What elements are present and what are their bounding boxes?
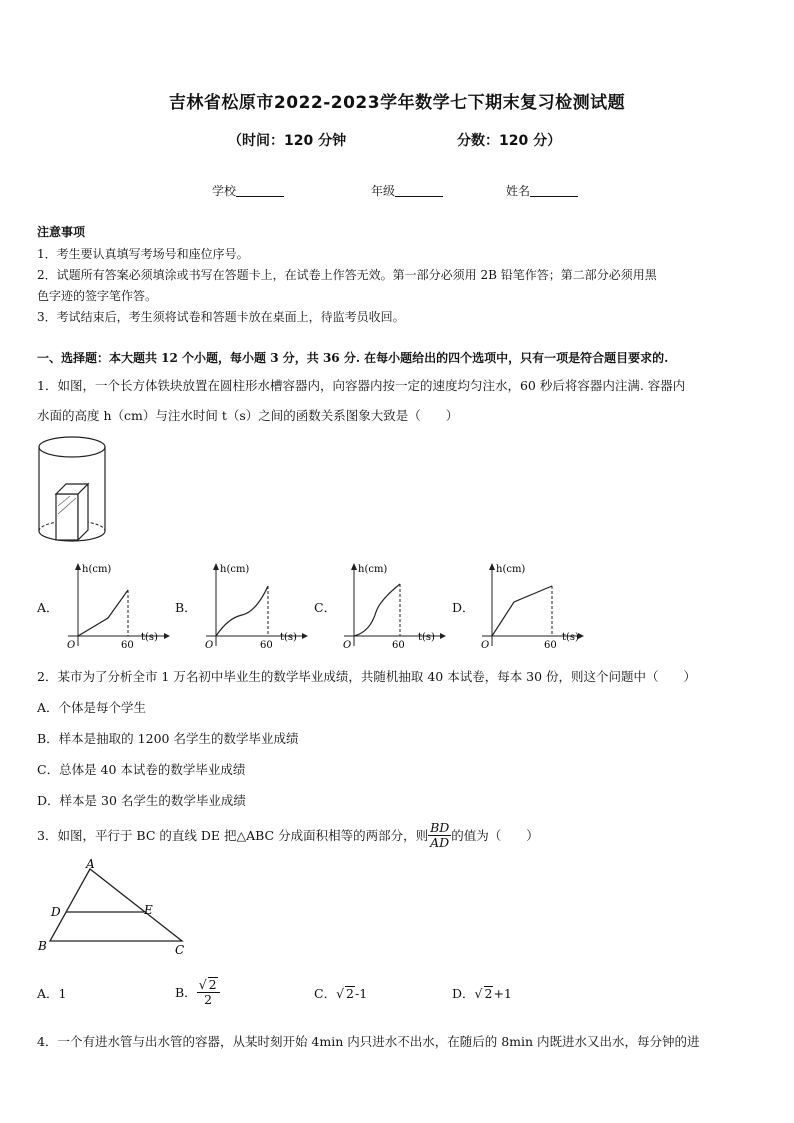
graph-x-label: t(s) [141,632,158,643]
point-d: D [51,905,61,919]
page-title: 吉林省松原市2022-2023学年数学七下期末复习检测试题 [168,93,626,113]
q3-option-b [175,972,220,1012]
graph-y-label: h(cm) [358,564,388,575]
q3-frac-num: BD [430,819,450,835]
q2-option-d: D．样本是 30 名学生的数学毕业成绩 [37,793,246,808]
notice-item: 色字迹的签字笔作答。 [37,289,158,303]
notice-item: 3．考试结束后，考生须将试卷和答题卡放在桌面上，待监考员收回。 [37,310,405,324]
q1-option-c-label: C． [314,600,337,615]
section-heading: 一、选择题：本大题共 12 个小题，每小题 3 分，共 36 分. 在每小题给出的四个选项中，只有一项是符合题目要求的. [37,351,669,365]
q1-option-b-label: B． [175,600,197,615]
q2-option-a: A．个体是每个学生 [37,700,147,715]
q3-option-c: C．√ 2-1 [314,986,368,1001]
grade-field [371,182,443,199]
notice-item: 2．试题所有答案必须填涂或书写在答题卡上，在试卷上作答无效。第一部分必须用 2B 铅笔作答；第二部分必须用黑 [37,268,657,282]
q1-option-a-label: A． [37,600,59,615]
q3-fraction [428,821,451,850]
q2-stem: 2．某市为了分析全市 1 万名初中毕业生的数学毕业成绩，共随机抽取 40 本试卷，每本 30 份，则这个问题中（ ） [37,669,697,684]
q3-triangle-figure [34,856,194,960]
graph-tick: 60 [544,640,557,651]
notice-heading: 注意事项 [37,225,86,239]
q3-option-d: D．√ 2+1 [452,986,512,1001]
sqrt-radicand: 2 [346,986,354,1001]
graph-origin: O [67,640,76,651]
graph-y-label: h(cm) [82,564,112,575]
q1-graph-c [336,560,446,655]
exam-score: 分数：120 分） [457,133,562,149]
q1-option-d-label: D． [452,600,475,615]
graph-tick: 60 [392,640,405,651]
name-label: 姓名 [506,184,531,198]
q3-option-d-label: D． [452,986,475,1001]
q3-option-b-den: 2 [204,992,213,1007]
notice-item: 1．考生要认真填写考场号和座位序号。 [37,247,249,261]
q3-frac-den: AD [430,834,450,850]
grade-label: 年级 [371,184,396,198]
school-field [212,182,284,199]
q1-graph-d [474,560,586,655]
q1-line1: 1．如图，一个长方体铁块放置在圆柱形水槽容器内，向容器内按一定的速度均匀注水，60 秒后将容器内注满. 容器内 [37,378,686,393]
q2-option-c: C．总体是 40 本试卷的数学毕业成绩 [37,762,246,777]
graph-origin: O [205,640,214,651]
graph-y-label: h(cm) [496,564,526,575]
tank-figure [36,434,108,546]
vertex-b: B [38,939,47,953]
graph-origin: O [481,640,490,651]
graph-origin: O [343,640,352,651]
vertex-a: A [86,857,95,871]
sqrt-radicand: 2 [208,977,217,992]
vertex-c: C [175,943,185,957]
graph-tick: 60 [260,640,273,651]
graph-y-label: h(cm) [220,564,250,575]
q3-stem-b: 的值为（ ） [451,828,539,843]
school-blank [236,184,284,197]
q3-stem-a: 3．如图，平行于 BC 的直线 DE 把△ABC 分成面积相等的两部分，则 [37,828,429,843]
q1-line2: 水面的高度 h（cm）与注水时间 t（s）之间的函数关系图象大致是（ ） [37,408,459,423]
q1-graph-a [60,560,170,655]
q3-option-c-label: C． [314,986,337,1001]
school-label: 学校 [212,184,237,198]
q3-option-a: A．1 [37,986,67,1001]
q4-line1: 4．一个有进水管与出水管的容器，从某时刻开始 4min 内只进水不出水，在随后的 8min 内既进水又出水，每分钟的进 [37,1034,700,1049]
q2-option-b: B．样本是抽取的 1200 名学生的数学毕业成绩 [37,731,299,746]
exam-time: （时间：120 分钟 [228,133,347,149]
graph-x-label: t(s) [562,632,579,643]
grade-blank [395,184,443,197]
q3-option-c-tail: -1 [355,986,368,1001]
q3-option-b-frac [197,977,220,1007]
name-blank [530,184,578,197]
q3-option-b-num: √ 2 [197,977,220,993]
graph-x-label: t(s) [418,632,435,643]
q3-stem [37,816,539,854]
sqrt-radicand: 2 [484,986,493,1001]
q1-graph-b [198,560,308,655]
q3-option-b-label: B． [175,985,197,1000]
q3-option-d-tail: +1 [493,986,512,1001]
point-e: E [144,903,153,917]
name-field [506,182,578,199]
graph-tick: 60 [121,640,134,651]
graph-x-label: t(s) [280,632,297,643]
